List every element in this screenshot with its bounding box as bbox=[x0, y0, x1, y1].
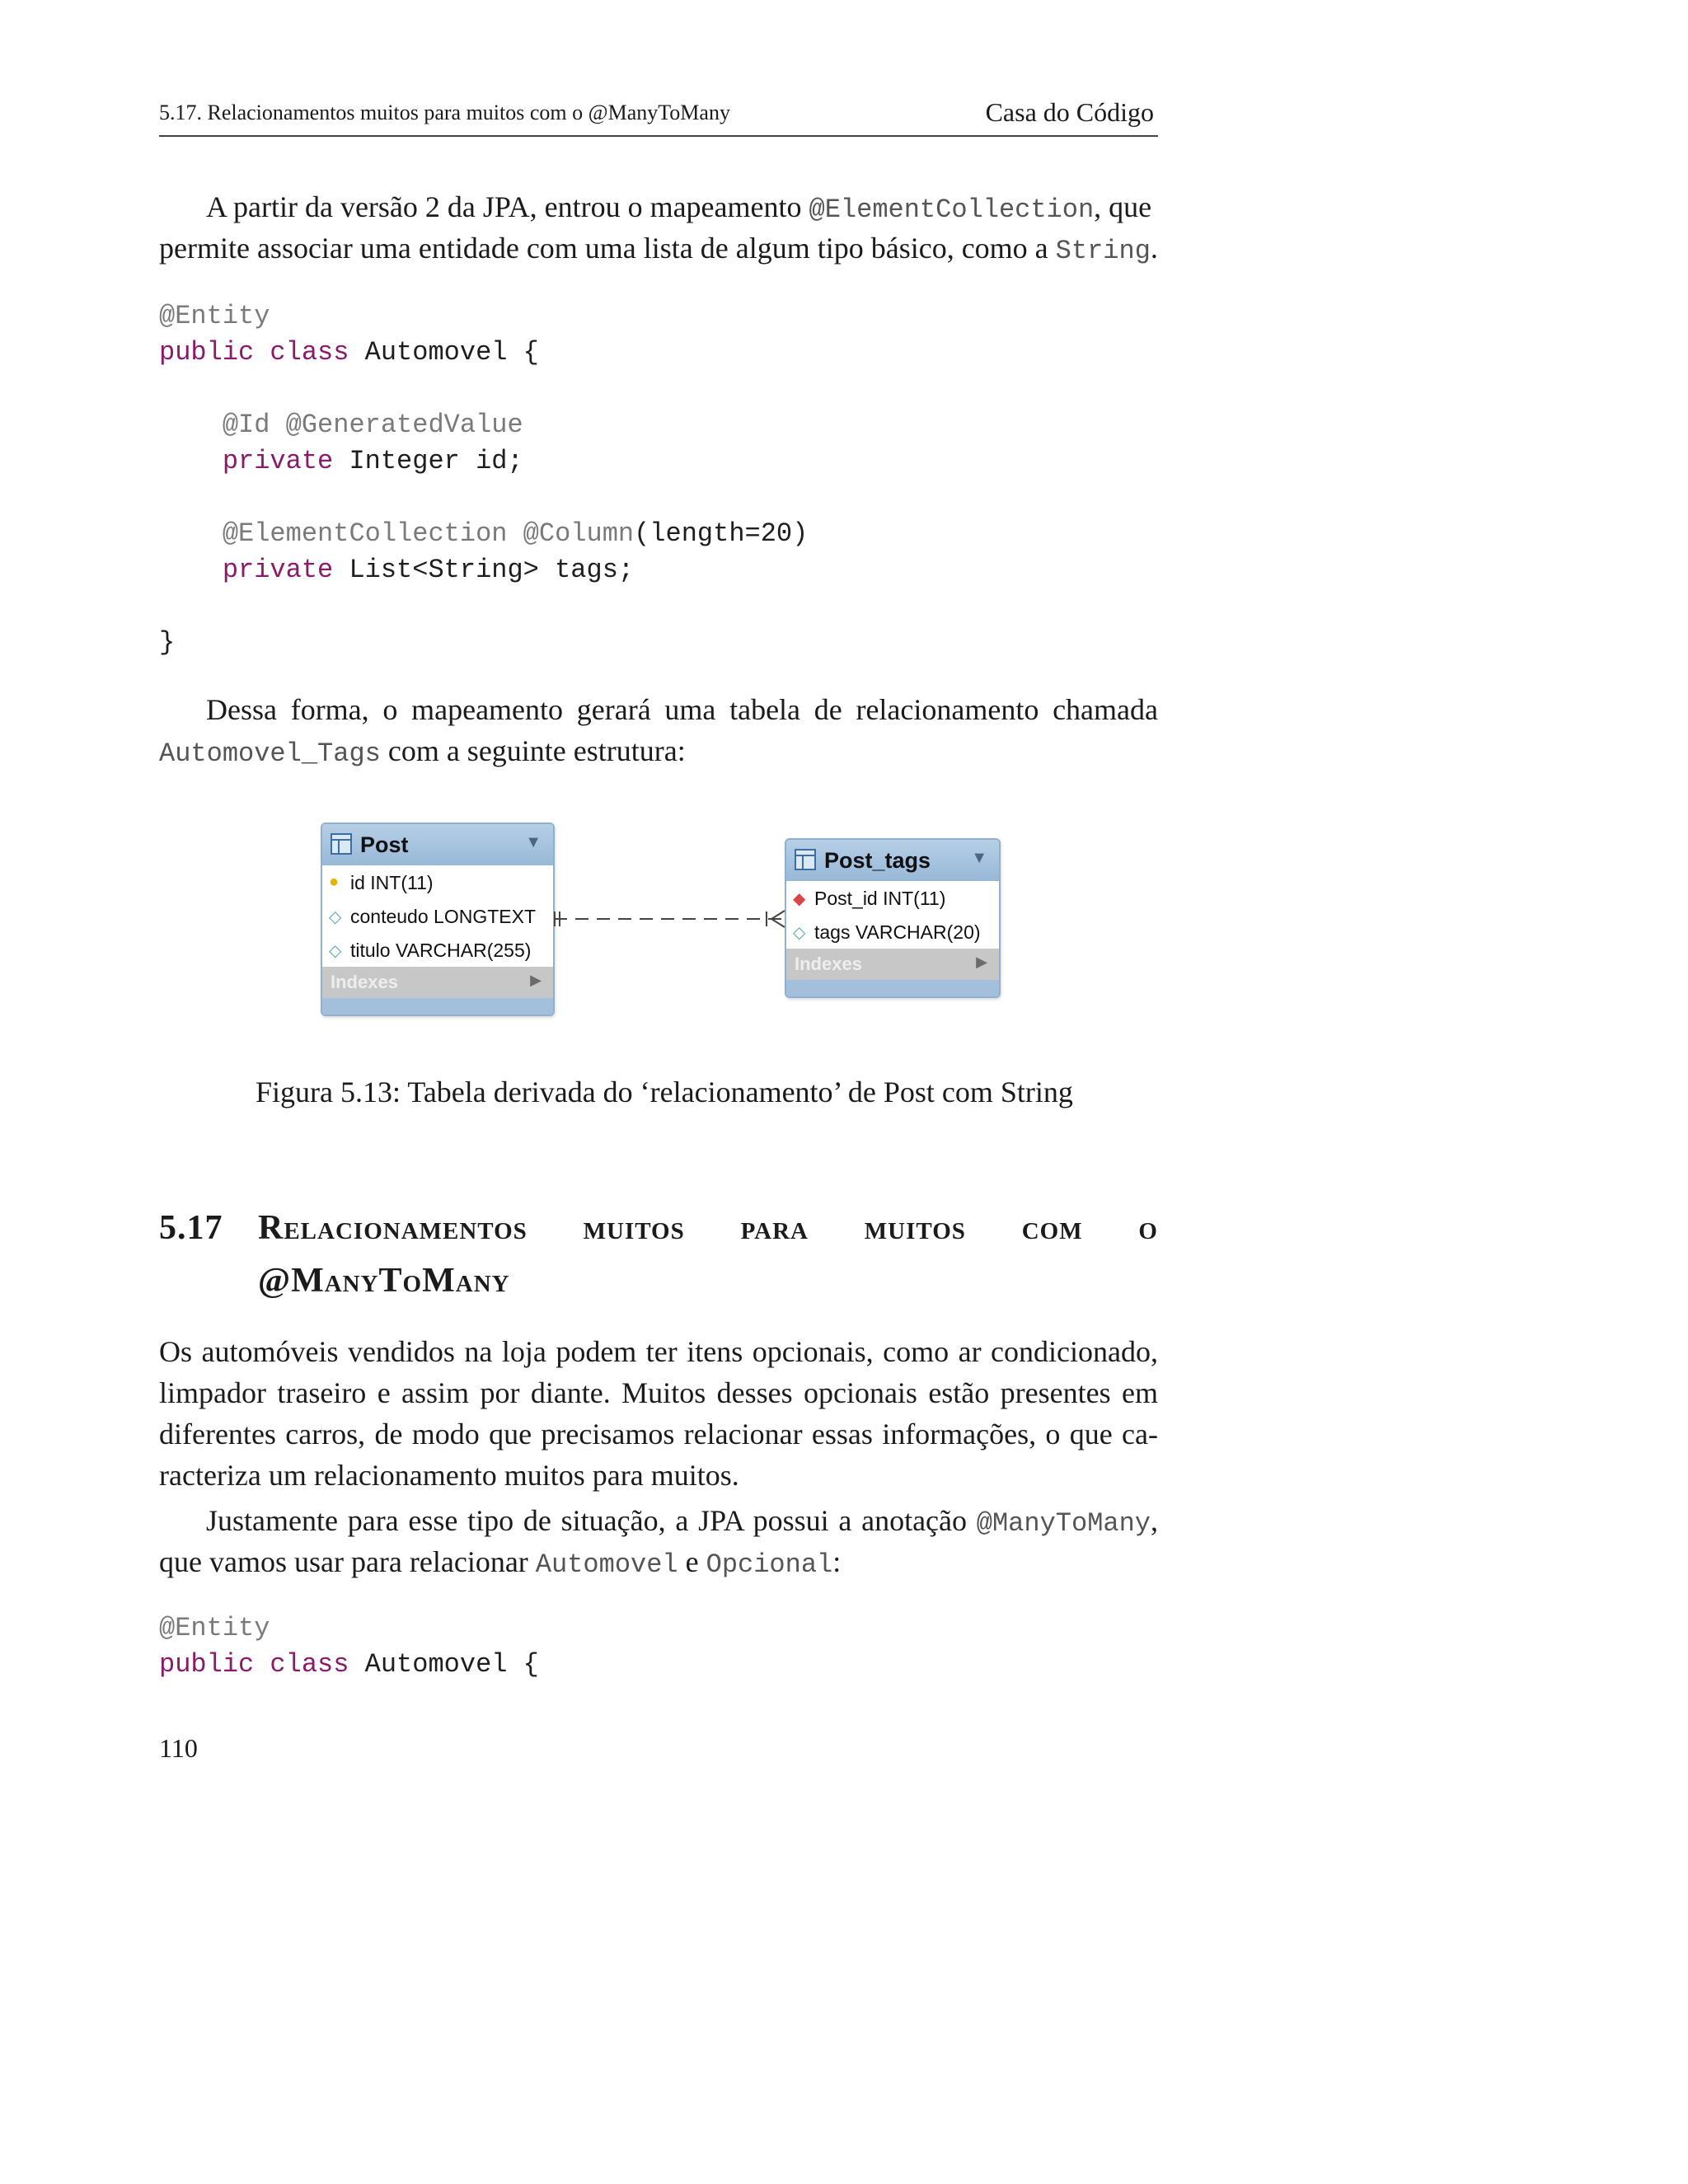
code-space bbox=[507, 518, 523, 549]
er-indexes-label: Indexes bbox=[331, 972, 398, 992]
intro-text-3: permite associar uma entidade com uma lista de algum tipo básico, como a bbox=[159, 232, 1056, 265]
er-table-header bbox=[322, 824, 553, 865]
para-dessa-forma bbox=[159, 689, 1158, 730]
para4-text: Justamente para esse tipo de situação, a JPA possui a anotação bbox=[206, 1504, 977, 1537]
crowfoot-mark bbox=[771, 919, 785, 927]
section-title-line1: Relacionamentos muitos para muitos com o bbox=[258, 1209, 1158, 1247]
relationship-line bbox=[544, 898, 791, 940]
er-column-row bbox=[322, 933, 553, 967]
para4-code-opcional: Opcional bbox=[706, 1549, 833, 1580]
intro-text-2: , que bbox=[1094, 190, 1152, 223]
code-annotation: @ElementCollection bbox=[222, 518, 508, 549]
code-line: Integer id; bbox=[333, 446, 523, 476]
code-line: @Entity bbox=[159, 301, 270, 331]
code-line: Automovel { bbox=[349, 1649, 539, 1680]
code-line: (length=20) bbox=[634, 518, 809, 549]
crowfoot-mark bbox=[771, 911, 785, 919]
collapse-arrow-icon: ▼ bbox=[525, 833, 542, 851]
para-line: Os automóveis vendidos na loja podem ter itens opcionais, como ar condicionado, bbox=[159, 1335, 1158, 1368]
er-column-text: id INT(11) bbox=[350, 872, 434, 893]
para-line: limpador traseiro e assim por diante. Muitos desses opcionais estão presentes em bbox=[159, 1376, 1158, 1409]
code-block-automovel bbox=[159, 298, 1158, 661]
table-icon bbox=[795, 849, 816, 870]
er-column-row bbox=[322, 899, 553, 933]
intro-text-1: A partir da versão 2 da JPA, entrou o mapeamento bbox=[206, 190, 809, 223]
running-head-section: 5.17. Relacionamentos muitos para muitos com o @ManyToMany bbox=[159, 101, 730, 124]
code-line: @Entity bbox=[159, 1613, 270, 1643]
section-title-line2: @ManyToMany bbox=[258, 1262, 510, 1300]
para-line: racteriza um relacionamento muitos para muitos. bbox=[159, 1459, 739, 1492]
code-line: @Id @GeneratedValue bbox=[222, 410, 523, 440]
para2-code-automovel-tags: Automovel_Tags bbox=[159, 738, 381, 769]
para4-text: , bbox=[1151, 1504, 1158, 1537]
er-column-row bbox=[786, 881, 999, 915]
expand-arrow-icon: ▶ bbox=[530, 972, 542, 988]
er-table-footer bbox=[322, 998, 553, 1015]
er-indexes-bar bbox=[322, 967, 553, 998]
intro-text-4: . bbox=[1150, 232, 1158, 265]
intro-code-string: String bbox=[1055, 236, 1151, 266]
para4-text: : bbox=[832, 1545, 842, 1578]
er-table-post-tags bbox=[785, 838, 1001, 998]
er-column-text: tags VARCHAR(20) bbox=[814, 921, 981, 943]
page-number: 110 bbox=[159, 1733, 198, 1763]
para4-text: que vamos usar para relacionar bbox=[159, 1545, 536, 1578]
running-head-publisher: Casa do Código bbox=[985, 97, 1154, 127]
code-block-automovel-2 bbox=[159, 1610, 1158, 1683]
para4-code-manytomany: @ManyToMany bbox=[976, 1508, 1151, 1539]
code-keyword: private bbox=[222, 446, 334, 476]
er-column-text: titulo VARCHAR(255) bbox=[350, 940, 532, 961]
er-table-name: Post bbox=[360, 832, 409, 857]
code-annotation: @Column bbox=[523, 518, 635, 549]
er-column-text: Post_id INT(11) bbox=[814, 888, 946, 909]
figure-caption: Figura 5.13: Tabela derivada do ‘relacionamento’ de Post com String bbox=[256, 1076, 1073, 1108]
er-column-row bbox=[786, 915, 999, 949]
code-line: List<String> tags; bbox=[333, 555, 635, 585]
section-number: 5.17 bbox=[159, 1209, 223, 1247]
para-dessa-forma-line2 bbox=[159, 730, 1158, 775]
intro-paragraph-line2 bbox=[159, 227, 1158, 272]
er-column-text: conteudo LONGTEXT bbox=[350, 906, 536, 927]
table-icon bbox=[331, 833, 352, 855]
code-line: } bbox=[159, 627, 176, 658]
intro-code-elementcollection: @ElementCollection bbox=[809, 194, 1095, 225]
code-keyword: public class bbox=[159, 337, 349, 368]
para-justamente bbox=[159, 1500, 1158, 1544]
column-diamond-icon: ◇ bbox=[793, 924, 806, 942]
collapse-arrow-icon: ▼ bbox=[971, 849, 987, 867]
er-table-name: Post_tags bbox=[824, 848, 931, 873]
code-keyword: public class bbox=[159, 1649, 349, 1680]
code-line: Automovel { bbox=[349, 337, 539, 368]
er-table-post bbox=[321, 823, 555, 1016]
para4-text: e bbox=[678, 1545, 706, 1578]
para2-text-2: com a seguinte estrutura: bbox=[380, 734, 686, 767]
code-keyword: private bbox=[222, 555, 334, 585]
para-line: diferentes carros, de modo que precisamos relacionar essas informações, o que ca- bbox=[159, 1418, 1158, 1451]
er-indexes-label: Indexes bbox=[795, 954, 862, 974]
column-diamond-icon: ◇ bbox=[329, 942, 342, 960]
primary-key-icon: ● bbox=[329, 873, 340, 891]
column-diamond-icon: ◇ bbox=[329, 908, 342, 926]
intro-paragraph bbox=[159, 186, 1158, 231]
er-table-footer bbox=[786, 980, 999, 996]
er-table-header bbox=[786, 840, 999, 881]
para-justamente-line2 bbox=[159, 1541, 1158, 1586]
foreign-key-icon: ◆ bbox=[793, 890, 806, 908]
er-indexes-bar bbox=[786, 949, 999, 980]
para4-code-automovel: Automovel bbox=[535, 1549, 678, 1580]
er-column-row bbox=[322, 865, 553, 899]
para2-text: Dessa forma, o mapeamento gerará uma tabela de relacionamento chamada bbox=[206, 693, 1158, 726]
running-head bbox=[159, 97, 1158, 137]
expand-arrow-icon: ▶ bbox=[976, 954, 987, 970]
